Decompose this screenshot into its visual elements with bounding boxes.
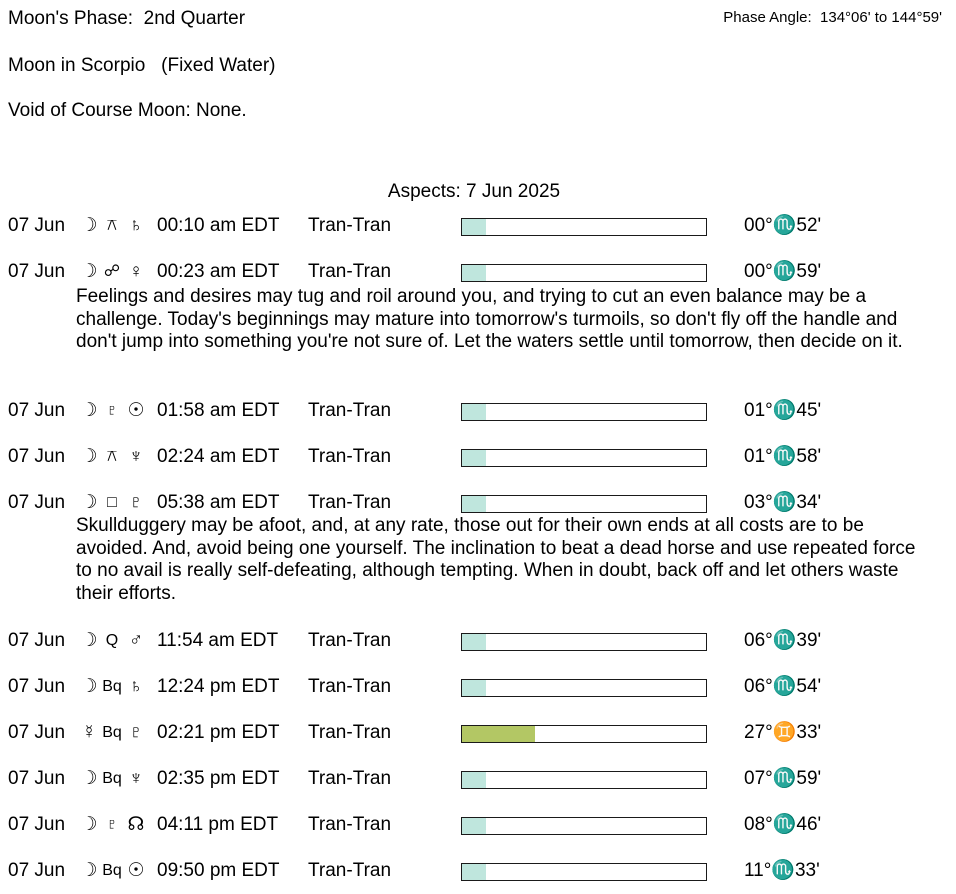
planet-glyph-icon: ☉	[127, 860, 145, 881]
aspect-row	[0, 491, 956, 515]
strength-bar-fill	[462, 864, 486, 880]
aspect-time: 12:24 pm EDT	[157, 676, 280, 697]
strength-bar-fill	[462, 680, 486, 696]
aspect-degree: 00°♏52'	[744, 215, 822, 236]
strength-bar-fill	[462, 450, 486, 466]
aspect-degree: 03°♏34'	[744, 492, 822, 513]
planet-glyph-icon: ☽	[80, 814, 98, 835]
aspect-glyph-icon: Q	[105, 632, 119, 649]
aspect-degree: 00°♏59'	[744, 261, 822, 282]
aspect-degree: 01°♏45'	[744, 400, 822, 421]
aspect-time: 02:24 am EDT	[157, 446, 280, 467]
aspect-degree: 27°♊33'	[744, 722, 822, 743]
strength-bar-fill	[462, 265, 486, 281]
planet-glyph-icon: ♄	[128, 215, 144, 236]
strength-bar	[461, 771, 707, 789]
aspect-description: Skullduggery may be afoot, and, at any rate, those out for their own ends at all costs are to be avoided. And, avoid being one yourself. The inclination to beat a dead horse and use repeated force to no avail is really self-defeating, although tempting. When in doubt, back off and let others waste their efforts.	[76, 515, 916, 604]
aspect-row	[0, 214, 956, 238]
planet-glyph-icon: ♂	[128, 630, 144, 651]
strength-bar-fill	[462, 404, 486, 420]
aspect-type: Tran-Tran	[308, 814, 392, 835]
void-of-course: Void of Course Moon: None.	[8, 100, 247, 121]
aspect-degree: 06°♏39'	[744, 630, 822, 651]
strength-bar	[461, 218, 707, 236]
planet-glyph-icon: ♆	[128, 768, 144, 789]
aspect-date: 07 Jun	[8, 814, 66, 835]
aspect-glyph-icon: Bq	[102, 770, 122, 787]
aspect-time: 04:11 pm EDT	[157, 814, 279, 835]
strength-bar	[461, 633, 707, 651]
strength-bar-fill	[462, 818, 486, 834]
phase-angle: Phase Angle: 134°06' to 144°59'	[723, 9, 942, 26]
aspect-degree: 01°♏58'	[744, 446, 822, 467]
aspect-time: 02:21 pm EDT	[157, 722, 280, 743]
aspect-date: 07 Jun	[8, 261, 66, 282]
strength-bar-fill	[462, 219, 486, 235]
planet-glyph-icon: ☽	[80, 676, 98, 697]
strength-bar-fill	[462, 772, 486, 788]
aspect-glyph-icon: ⚻	[106, 448, 118, 465]
planet-glyph-icon: ☽	[80, 261, 98, 282]
aspect-row	[0, 721, 956, 745]
aspect-degree: 11°♏33'	[744, 860, 820, 881]
strength-bar-fill	[462, 634, 486, 650]
planet-glyph-icon: ☽	[80, 768, 98, 789]
aspect-date: 07 Jun	[8, 676, 66, 697]
planet-glyph-icon: ☿	[81, 722, 97, 743]
strength-bar	[461, 817, 707, 835]
planet-glyph-icon: ☽	[80, 446, 98, 467]
strength-bar-fill	[462, 726, 535, 742]
moon-phase: Moon's Phase: 2nd Quarter	[8, 8, 246, 29]
strength-bar	[461, 725, 707, 743]
strength-bar	[461, 449, 707, 467]
aspect-glyph-icon: Bq	[102, 724, 122, 741]
aspect-type: Tran-Tran	[308, 722, 392, 743]
planet-glyph-icon: ☽	[80, 492, 98, 513]
aspect-type: Tran-Tran	[308, 676, 392, 697]
aspect-time: 09:50 pm EDT	[157, 860, 280, 881]
aspect-type: Tran-Tran	[308, 768, 392, 789]
aspect-type: Tran-Tran	[308, 261, 392, 282]
aspect-date: 07 Jun	[8, 492, 66, 513]
aspect-date: 07 Jun	[8, 722, 66, 743]
aspect-type: Tran-Tran	[308, 860, 392, 881]
planet-glyph-icon: ☽	[80, 630, 98, 651]
aspect-time: 01:58 am EDT	[157, 400, 280, 421]
aspect-glyph-icon: ♇	[106, 402, 118, 419]
strength-bar	[461, 403, 707, 421]
aspect-type: Tran-Tran	[308, 215, 392, 236]
aspect-row	[0, 445, 956, 469]
aspect-type: Tran-Tran	[308, 446, 392, 467]
aspect-time: 00:10 am EDT	[157, 215, 280, 236]
aspect-time: 00:23 am EDT	[157, 261, 280, 282]
aspect-row	[0, 260, 956, 284]
planet-glyph-icon: ☽	[80, 215, 98, 236]
strength-bar	[461, 495, 707, 513]
planet-glyph-icon: ♄	[128, 676, 144, 697]
planet-glyph-icon: ☽	[80, 400, 98, 421]
aspect-type: Tran-Tran	[308, 400, 392, 421]
strength-bar	[461, 679, 707, 697]
aspect-degree: 07°♏59'	[744, 768, 822, 789]
strength-bar	[461, 863, 707, 881]
aspect-glyph-icon: ⚻	[106, 217, 118, 234]
aspect-date: 07 Jun	[8, 446, 66, 467]
aspect-row	[0, 675, 956, 699]
aspect-glyph-icon: ☍	[103, 263, 121, 280]
aspect-row	[0, 629, 956, 653]
planet-glyph-icon: ♆	[128, 446, 144, 467]
aspect-date: 07 Jun	[8, 860, 66, 881]
planet-glyph-icon: ☽	[80, 860, 98, 881]
aspect-row	[0, 399, 956, 423]
planet-glyph-icon: ♇	[128, 492, 144, 513]
aspect-degree: 06°♏54'	[744, 676, 822, 697]
aspects-title: Aspects: 7 Jun 2025	[387, 181, 561, 202]
aspect-time: 05:38 am EDT	[157, 492, 280, 513]
aspect-date: 07 Jun	[8, 630, 66, 651]
aspect-degree: 08°♏46'	[744, 814, 822, 835]
strength-bar-fill	[462, 496, 486, 512]
aspect-date: 07 Jun	[8, 215, 66, 236]
moon-sign: Moon in Scorpio (Fixed Water)	[8, 55, 276, 76]
aspect-date: 07 Jun	[8, 768, 66, 789]
aspect-glyph-icon: ♇	[106, 816, 118, 833]
aspect-row	[0, 813, 956, 837]
planet-glyph-icon: ☉	[127, 400, 145, 421]
aspect-type: Tran-Tran	[308, 630, 392, 651]
planet-glyph-icon: ♀	[128, 261, 144, 282]
aspect-description: Feelings and desires may tug and roil around you, and trying to cut an even balance may be a challenge. Today's beginnings may mature into tomorrow's turmoils, so don't fly off the handle and don't jump into something you're not sure of. Let the waters settle until tomorrow, then decide on it.	[76, 286, 903, 352]
planet-glyph-icon: ☊	[127, 814, 145, 835]
aspect-date: 07 Jun	[8, 400, 66, 421]
aspect-row	[0, 859, 956, 883]
strength-bar	[461, 264, 707, 282]
aspect-time: 02:35 pm EDT	[157, 768, 280, 789]
aspect-glyph-icon: Bq	[102, 862, 122, 879]
aspect-type: Tran-Tran	[308, 492, 392, 513]
aspect-glyph-icon: □	[107, 494, 117, 511]
planet-glyph-icon: ♇	[128, 722, 144, 743]
aspect-row	[0, 767, 956, 791]
aspect-time: 11:54 am EDT	[157, 630, 279, 651]
aspect-glyph-icon: Bq	[102, 678, 122, 695]
